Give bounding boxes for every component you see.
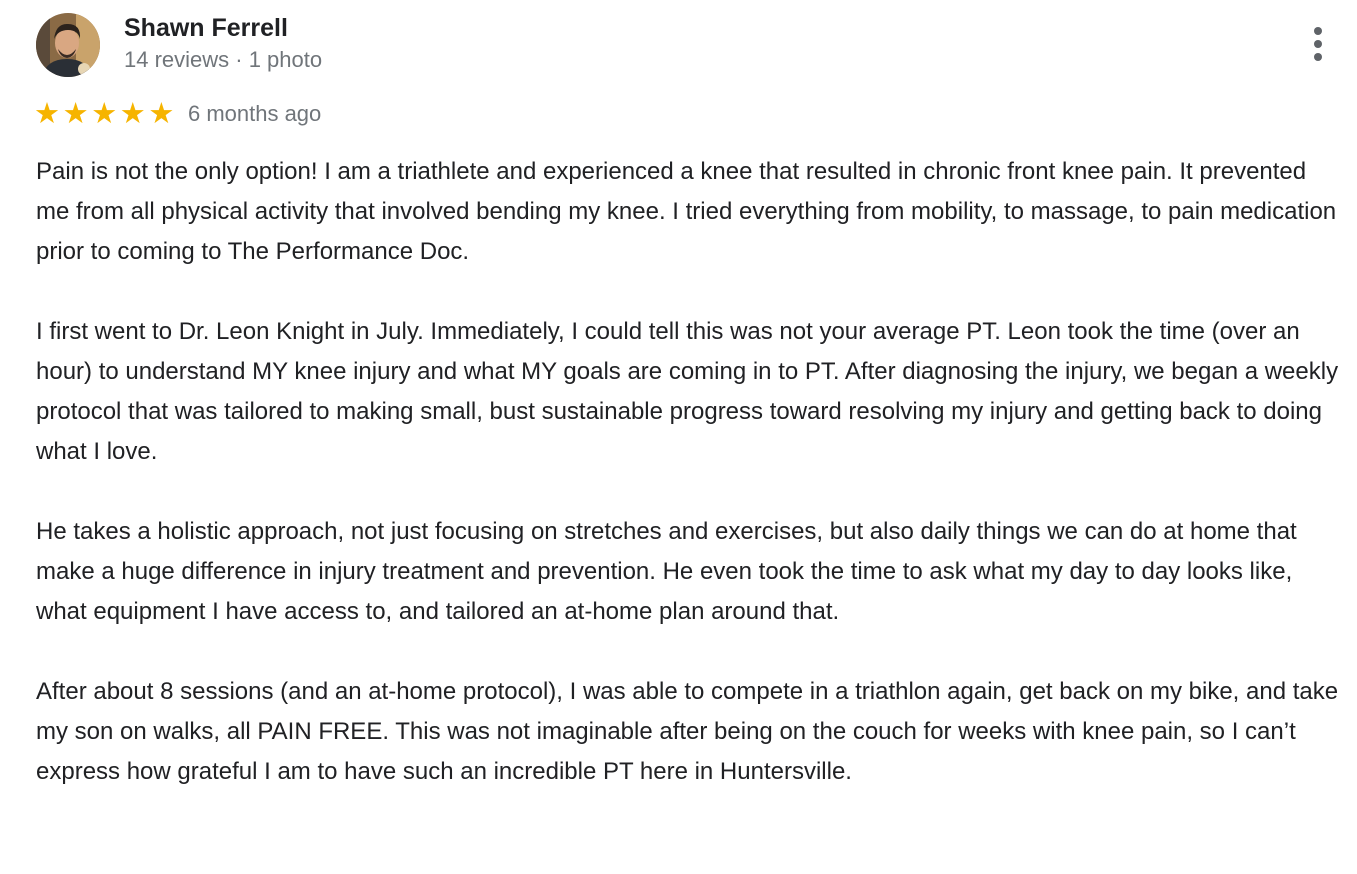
review-text (36, 152, 1341, 792)
review-date: 6 months ago (187, 101, 322, 126)
more-options-button[interactable] (1302, 22, 1334, 66)
review-paragraph: I first went to Dr. Leon Knight in July. Immediately, I could tell this was not your average PT. Leon took the time (over an hour) to understand MY knee injury and what MY goals are coming in to PT. After diagnosing the injury, we began a weekly protocol that was tailored to making small, bust sustainable progress toward resolving my injury and getting back to doing what I love. (36, 318, 1339, 465)
author-name[interactable]: Shawn Ferrell (124, 14, 288, 42)
review-paragraph: Pain is not the only option! I am a triathlete and experienced a knee that resulted in chronic front knee pain. It prevented me from all physical activity that involved bending my knee. I tried everything from mobility, to massage, to pain medication prior to coming to The Performance Doc. (36, 158, 1337, 265)
more-vert-icon-dot (1314, 53, 1322, 61)
more-vert-icon-dot (1314, 40, 1322, 48)
avatar[interactable] (36, 13, 100, 77)
review-paragraph: After about 8 sessions (and an at-home protocol), I was able to compete in a triathlon again, get back on my bike, and take my son on walks, all PAIN FREE. This was not imaginable after being on the couch for weeks with knee pain, so I can’t express how grateful I am to have such an incredible PT here in Huntersville. (36, 678, 1339, 785)
more-vert-icon (1314, 27, 1322, 35)
star-icon: ★ (148, 98, 175, 130)
star-icon: ★ (62, 98, 89, 130)
star-rating (34, 98, 177, 130)
star-icon: ★ (119, 98, 146, 130)
user-photo-icon (36, 13, 100, 77)
rating-row (34, 98, 321, 130)
star-icon: ★ (91, 98, 118, 130)
review-paragraph: He takes a holistic approach, not just focusing on stretches and exercises, but also daily things we can do at home that make a huge difference in injury treatment and prevention. He even took the time to ask what my day to day looks like, what equipment I have access to, and tailored an at-home plan around that. (36, 518, 1297, 625)
star-icon: ★ (34, 98, 60, 130)
author-meta: 14 reviews · 1 photo (124, 47, 323, 72)
